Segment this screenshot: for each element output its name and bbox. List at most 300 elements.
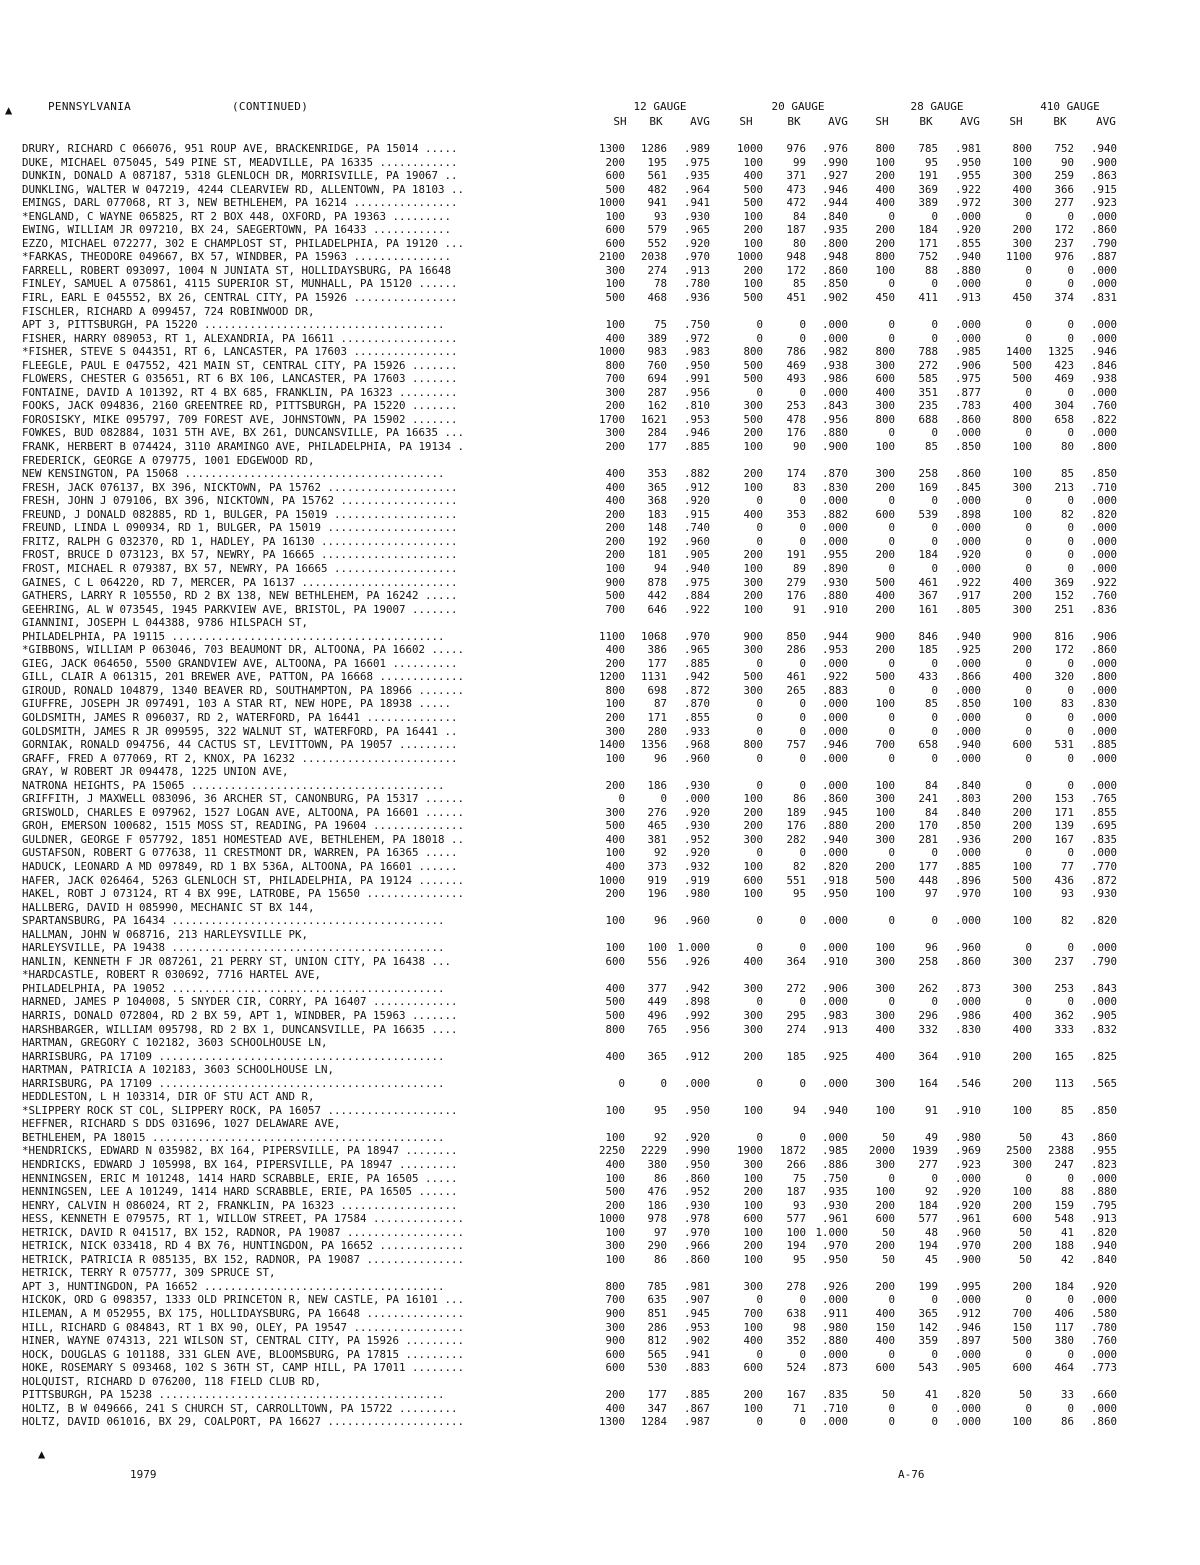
cell-sh-20: 200 bbox=[743, 1049, 763, 1063]
cell-sh-12: 500 bbox=[605, 1009, 625, 1022]
cell-bk-28: 364 bbox=[918, 1049, 938, 1063]
cell-avg-20: .913 bbox=[821, 1022, 848, 1036]
cell-sh-20: 100 bbox=[743, 440, 763, 454]
cell-avg-12: .922 bbox=[683, 602, 710, 616]
table-row bbox=[0, 806, 1200, 820]
cell-bk-410: 85 bbox=[1060, 467, 1074, 481]
cell-avg-410: .660 bbox=[1090, 1388, 1117, 1402]
shooter-entry: FARRELL, ROBERT 093097, 1004 N JUNIATA ST, HOLLIDAYSBURG, PA 16648 bbox=[22, 263, 452, 277]
cell-sh-12: 100 bbox=[605, 209, 625, 223]
shooter-entry: GIANNINI, JOSEPH L 044388, 9786 HILSPACH ST, bbox=[22, 616, 309, 630]
shooter-entry: SPARTANSBURG, PA 16434 .......................................... bbox=[22, 914, 445, 928]
cell-bk-28: 539 bbox=[918, 507, 938, 521]
cell-sh-20: 200 bbox=[743, 1185, 763, 1199]
cell-sh-12: 500 bbox=[605, 819, 625, 833]
table-row bbox=[0, 1131, 1200, 1145]
table-row bbox=[0, 968, 1200, 982]
cell-bk-20: 638 bbox=[786, 1307, 806, 1321]
table-row bbox=[0, 901, 1200, 915]
cell-sh-28: 200 bbox=[875, 169, 895, 183]
cell-bk-20: 191 bbox=[786, 548, 806, 562]
cell-avg-28: .850 bbox=[954, 440, 981, 454]
cell-sh-410: 700 bbox=[1012, 1307, 1032, 1321]
cell-avg-410: .000 bbox=[1090, 277, 1117, 291]
cell-avg-410: .923 bbox=[1090, 196, 1117, 210]
cell-bk-28: 0 bbox=[931, 656, 938, 670]
table-row bbox=[0, 1050, 1200, 1064]
cell-bk-410: 82 bbox=[1060, 914, 1074, 928]
shooter-entry: HAFER, JACK 026464, 5263 GLENLOCH ST, PHILADELPHIA, PA 19124 ....... bbox=[22, 873, 465, 887]
cell-avg-28: .000 bbox=[954, 1401, 981, 1415]
cell-avg-410: .000 bbox=[1090, 751, 1117, 765]
cell-bk-20: 0 bbox=[799, 778, 806, 792]
cell-sh-20: 500 bbox=[743, 291, 763, 305]
cell-sh-12: 200 bbox=[605, 548, 625, 562]
cell-sh-12: 600 bbox=[605, 954, 625, 968]
cell-sh-410: 0 bbox=[1025, 1347, 1032, 1361]
cell-bk-28: 433 bbox=[918, 670, 938, 684]
cell-bk-28: 0 bbox=[931, 1347, 938, 1361]
cell-bk-12: 177 bbox=[647, 440, 667, 454]
cell-sh-28: 400 bbox=[875, 1334, 895, 1348]
cell-sh-12: 400 bbox=[605, 480, 625, 494]
cell-bk-28: 296 bbox=[918, 1009, 938, 1022]
cell-avg-410: .000 bbox=[1090, 656, 1117, 670]
cell-avg-28: .885 bbox=[954, 859, 981, 873]
cell-sh-20: 100 bbox=[743, 561, 763, 575]
cell-avg-28: .900 bbox=[954, 1252, 981, 1266]
cell-avg-12: .870 bbox=[683, 697, 710, 711]
cell-bk-410: 171 bbox=[1054, 805, 1074, 819]
cell-bk-410: 2388 bbox=[1047, 1144, 1074, 1158]
cell-avg-20: .800 bbox=[821, 236, 848, 250]
cell-sh-410: 300 bbox=[1012, 169, 1032, 183]
cell-sh-20: 200 bbox=[743, 223, 763, 237]
cell-bk-28: 0 bbox=[931, 331, 938, 345]
shooter-entry: GIEG, JACK 064650, 5500 GRANDVIEW AVE, ALTOONA, PA 16601 .......... bbox=[22, 656, 458, 670]
cell-sh-410: 200 bbox=[1012, 832, 1032, 846]
cell-avg-410: .000 bbox=[1090, 683, 1117, 697]
table-row bbox=[0, 345, 1200, 359]
cell-avg-28: .917 bbox=[954, 589, 981, 603]
cell-avg-410: .820 bbox=[1090, 507, 1117, 521]
cell-bk-410: 82 bbox=[1060, 507, 1074, 521]
cell-avg-410: .000 bbox=[1090, 778, 1117, 792]
shooter-entry: GRAFF, FRED A 077069, RT 2, KNOX, PA 16232 ........................ bbox=[22, 751, 458, 765]
cell-sh-20: 500 bbox=[743, 196, 763, 210]
cell-sh-410: 0 bbox=[1025, 385, 1032, 399]
cell-sh-20: 200 bbox=[743, 263, 763, 277]
cell-sh-28: 600 bbox=[875, 1361, 895, 1375]
cell-avg-20: .944 bbox=[821, 196, 848, 210]
shooter-entry: GOLDSMITH, JAMES R 096037, RD 2, WATERFORD, PA 16441 .............. bbox=[22, 710, 458, 724]
cell-avg-12: .915 bbox=[683, 507, 710, 521]
cell-avg-12: .950 bbox=[683, 1158, 710, 1172]
cell-bk-410: 85 bbox=[1060, 1103, 1074, 1117]
cell-bk-20: 0 bbox=[799, 385, 806, 399]
shooter-entry: FOOKS, JACK 094836, 2160 GREENTREE RD, PITTSBURGH, PA 15220 ....... bbox=[22, 399, 458, 413]
cell-bk-410: 469 bbox=[1054, 372, 1074, 386]
shooter-entry: APT 3, PITTSBURGH, PA 15220 ..................................... bbox=[22, 318, 445, 332]
cell-bk-12: 694 bbox=[647, 372, 667, 386]
cell-avg-410: .820 bbox=[1090, 914, 1117, 928]
shooter-entry: HILL, RICHARD G 084843, RT 1 BX 90, OLEY, PA 19547 ................. bbox=[22, 1320, 465, 1334]
cell-sh-20: 300 bbox=[743, 399, 763, 413]
cell-bk-12: 92 bbox=[653, 1130, 667, 1144]
cell-avg-28: .000 bbox=[954, 277, 981, 291]
cell-sh-28: 800 bbox=[875, 142, 895, 155]
cell-bk-28: 359 bbox=[918, 1334, 938, 1348]
cell-avg-20: .000 bbox=[821, 697, 848, 711]
cell-bk-28: 169 bbox=[918, 480, 938, 494]
cell-sh-410: 100 bbox=[1012, 697, 1032, 711]
cell-bk-28: 658 bbox=[918, 738, 938, 752]
shooter-entry: EZZO, MICHAEL 072277, 302 E CHAMPLOST ST, PHILADELPHIA, PA 19120 ... bbox=[22, 236, 465, 250]
cell-sh-12: 500 bbox=[605, 291, 625, 305]
cell-bk-20: 473 bbox=[786, 182, 806, 196]
cell-bk-12: 635 bbox=[647, 1293, 667, 1307]
cell-avg-12: .940 bbox=[683, 561, 710, 575]
cell-avg-28: .866 bbox=[954, 670, 981, 684]
cell-avg-410: .831 bbox=[1090, 291, 1117, 305]
cell-bk-12: 377 bbox=[647, 981, 667, 995]
cell-bk-410: 139 bbox=[1054, 819, 1074, 833]
cell-sh-12: 200 bbox=[605, 778, 625, 792]
cell-bk-28: 161 bbox=[918, 602, 938, 616]
cell-avg-20: .000 bbox=[821, 751, 848, 765]
cell-avg-410: .000 bbox=[1090, 263, 1117, 277]
cell-avg-12: .960 bbox=[683, 534, 710, 548]
cell-avg-410: .790 bbox=[1090, 954, 1117, 968]
cell-sh-28: 100 bbox=[875, 941, 895, 955]
cell-sh-20: 200 bbox=[743, 548, 763, 562]
cell-bk-410: 42 bbox=[1060, 1252, 1074, 1266]
cell-bk-410: 0 bbox=[1067, 656, 1074, 670]
cell-bk-410: 423 bbox=[1054, 358, 1074, 372]
table-row bbox=[0, 250, 1200, 264]
cell-sh-410: 500 bbox=[1012, 358, 1032, 372]
cell-sh-12: 100 bbox=[605, 277, 625, 291]
cell-sh-410: 150 bbox=[1012, 1320, 1032, 1334]
cell-bk-12: 95 bbox=[653, 1103, 667, 1117]
cell-bk-20: 0 bbox=[799, 1293, 806, 1307]
cell-bk-410: 277 bbox=[1054, 196, 1074, 210]
col-header-sh: SH bbox=[613, 115, 627, 128]
cell-avg-20: .000 bbox=[821, 995, 848, 1009]
cell-bk-410: 0 bbox=[1067, 1401, 1074, 1415]
cell-sh-12: 100 bbox=[605, 561, 625, 575]
cell-bk-12: 785 bbox=[647, 1279, 667, 1293]
cell-sh-12: 200 bbox=[605, 887, 625, 901]
table-row bbox=[0, 1402, 1200, 1416]
cell-bk-20: 93 bbox=[792, 1198, 806, 1212]
shooter-entry: GATHERS, LARRY R 105550, RD 2 BX 138, NEW BETHLEHEM, PA 16242 ..... bbox=[22, 589, 458, 603]
cell-bk-28: 191 bbox=[918, 169, 938, 183]
table-row bbox=[0, 142, 1200, 156]
cell-avg-12: .907 bbox=[683, 1293, 710, 1307]
footer-year: 1979 bbox=[130, 1468, 157, 1481]
cell-sh-28: 100 bbox=[875, 887, 895, 901]
cell-avg-28: .803 bbox=[954, 792, 981, 806]
cell-bk-12: 565 bbox=[647, 1347, 667, 1361]
cell-avg-20: .927 bbox=[821, 169, 848, 183]
cell-bk-28: 45 bbox=[924, 1252, 938, 1266]
cell-avg-20: .000 bbox=[821, 1076, 848, 1090]
cell-bk-12: 162 bbox=[647, 399, 667, 413]
cell-bk-410: 188 bbox=[1054, 1239, 1074, 1253]
cell-sh-20: 0 bbox=[756, 534, 763, 548]
cell-sh-410: 50 bbox=[1018, 1130, 1032, 1144]
cell-sh-410: 0 bbox=[1025, 751, 1032, 765]
cell-sh-20: 300 bbox=[743, 683, 763, 697]
cell-avg-28: .880 bbox=[954, 263, 981, 277]
cell-bk-12: 347 bbox=[647, 1401, 667, 1415]
cell-bk-20: 352 bbox=[786, 1334, 806, 1348]
cell-avg-12: .946 bbox=[683, 426, 710, 440]
cell-sh-410: 200 bbox=[1012, 223, 1032, 237]
shooter-entry: FOROSISKY, MIKE 095797, 709 FOREST AVE, JOHNSTOWN, PA 15902 ....... bbox=[22, 412, 458, 426]
cell-avg-12: .991 bbox=[683, 372, 710, 386]
cell-bk-410: 83 bbox=[1060, 697, 1074, 711]
cell-sh-20: 0 bbox=[756, 1076, 763, 1090]
cell-sh-410: 300 bbox=[1012, 236, 1032, 250]
cell-sh-12: 700 bbox=[605, 602, 625, 616]
table-row bbox=[0, 1375, 1200, 1389]
cell-sh-410: 0 bbox=[1025, 683, 1032, 697]
cell-bk-410: 0 bbox=[1067, 534, 1074, 548]
shooter-entry: FREDERICK, GEORGE A 079775, 1001 EDGEWOOD RD, bbox=[22, 453, 315, 467]
cell-bk-20: 0 bbox=[799, 914, 806, 928]
cell-bk-410: 117 bbox=[1054, 1320, 1074, 1334]
cell-bk-12: 530 bbox=[647, 1361, 667, 1375]
cell-avg-20: .935 bbox=[821, 1185, 848, 1199]
cell-bk-28: 185 bbox=[918, 643, 938, 657]
cell-avg-20: .873 bbox=[821, 1361, 848, 1375]
shooter-entry: HARNED, JAMES P 104008, 5 SNYDER CIR, CORRY, PA 16407 ............. bbox=[22, 995, 458, 1009]
cell-sh-28: 500 bbox=[875, 670, 895, 684]
cell-sh-28: 900 bbox=[875, 629, 895, 643]
gauge-20-heading: 20 GAUGE bbox=[771, 100, 825, 113]
cell-sh-410: 200 bbox=[1012, 1049, 1032, 1063]
cell-avg-410: .885 bbox=[1090, 738, 1117, 752]
cell-avg-12: .978 bbox=[683, 1212, 710, 1226]
cell-sh-12: 200 bbox=[605, 1388, 625, 1402]
cell-bk-12: 284 bbox=[647, 426, 667, 440]
cell-sh-28: 0 bbox=[888, 561, 895, 575]
cell-avg-410: .860 bbox=[1090, 1415, 1117, 1429]
cell-sh-410: 100 bbox=[1012, 887, 1032, 901]
cell-bk-20: 265 bbox=[786, 683, 806, 697]
cell-sh-410: 200 bbox=[1012, 1279, 1032, 1293]
cell-bk-12: 0 bbox=[660, 792, 667, 806]
cell-bk-410: 77 bbox=[1060, 859, 1074, 873]
cell-avg-410: .822 bbox=[1090, 412, 1117, 426]
cell-bk-20: 295 bbox=[786, 1009, 806, 1022]
shooter-entry: GUSTAFSON, ROBERT G 077638, 11 CRESTMONT DR, WARREN, PA 16365 ..... bbox=[22, 846, 458, 860]
cell-sh-410: 2500 bbox=[1005, 1144, 1032, 1158]
cell-sh-12: 500 bbox=[605, 1185, 625, 1199]
cell-avg-20: .990 bbox=[821, 155, 848, 169]
cell-sh-20: 100 bbox=[743, 155, 763, 169]
cell-bk-28: 0 bbox=[931, 1293, 938, 1307]
cell-avg-28: .961 bbox=[954, 1212, 981, 1226]
cell-sh-12: 800 bbox=[605, 358, 625, 372]
shooter-entry: HICKOK, ORD G 098357, 1333 OLD PRINCETON R, NEW CASTLE, PA 16101 ... bbox=[22, 1293, 465, 1307]
cell-avg-20: .890 bbox=[821, 561, 848, 575]
cell-bk-28: 0 bbox=[931, 521, 938, 535]
cell-avg-20: .910 bbox=[821, 602, 848, 616]
cell-avg-28: .860 bbox=[954, 954, 981, 968]
cell-bk-410: 172 bbox=[1054, 643, 1074, 657]
cell-avg-20: 1.000 bbox=[815, 1225, 848, 1239]
table-row bbox=[0, 426, 1200, 440]
cell-bk-410: 531 bbox=[1054, 738, 1074, 752]
cell-sh-28: 0 bbox=[888, 494, 895, 508]
cell-avg-12: .965 bbox=[683, 223, 710, 237]
cell-bk-20: 85 bbox=[792, 277, 806, 291]
shooter-entry: FIRL, EARL E 045552, BX 26, CENTRAL CITY, PA 15926 ................ bbox=[22, 291, 458, 305]
cell-sh-410: 100 bbox=[1012, 1415, 1032, 1429]
cell-bk-410: 253 bbox=[1054, 981, 1074, 995]
cell-avg-28: .000 bbox=[954, 521, 981, 535]
cell-avg-28: .905 bbox=[954, 1361, 981, 1375]
shooter-entry: HANLIN, KENNETH F JR 087261, 21 PERRY ST, UNION CITY, PA 16438 ... bbox=[22, 954, 452, 968]
cell-sh-12: 100 bbox=[605, 1252, 625, 1266]
cell-sh-12: 800 bbox=[605, 1022, 625, 1036]
cell-sh-28: 50 bbox=[881, 1388, 895, 1402]
cell-avg-12: .930 bbox=[683, 819, 710, 833]
cell-bk-410: 0 bbox=[1067, 778, 1074, 792]
shooter-entry: FRITZ, RALPH G 032370, RD 1, HADLEY, PA 16130 ..................... bbox=[22, 534, 458, 548]
cell-avg-410: .000 bbox=[1090, 385, 1117, 399]
cell-avg-28: .000 bbox=[954, 1415, 981, 1429]
cell-bk-410: 406 bbox=[1054, 1307, 1074, 1321]
cell-sh-12: 800 bbox=[605, 683, 625, 697]
col-header-bk: BK bbox=[649, 115, 663, 128]
table-row bbox=[0, 779, 1200, 793]
cell-bk-410: 0 bbox=[1067, 724, 1074, 738]
cell-avg-410: .000 bbox=[1090, 494, 1117, 508]
cell-avg-20: .922 bbox=[821, 670, 848, 684]
shooter-entry: DUKE, MICHAEL 075045, 549 PINE ST, MEADVILLE, PA 16335 ............ bbox=[22, 155, 458, 169]
cell-bk-20: 86 bbox=[792, 792, 806, 806]
cell-sh-28: 200 bbox=[875, 236, 895, 250]
cell-sh-28: 100 bbox=[875, 1103, 895, 1117]
cell-avg-12: .941 bbox=[683, 1347, 710, 1361]
cell-bk-12: 368 bbox=[647, 494, 667, 508]
cell-bk-20: 189 bbox=[786, 805, 806, 819]
cell-sh-410: 300 bbox=[1012, 480, 1032, 494]
cell-avg-410: .773 bbox=[1090, 1361, 1117, 1375]
cell-sh-20: 200 bbox=[743, 805, 763, 819]
shooter-entry: HEDDLESTON, L H 103314, DIR OF STU ACT AND R, bbox=[22, 1090, 315, 1104]
cell-avg-20: .910 bbox=[821, 954, 848, 968]
table-row bbox=[0, 1293, 1200, 1307]
table-row bbox=[0, 603, 1200, 617]
cell-sh-12: 1000 bbox=[598, 1212, 625, 1226]
cell-avg-410: .000 bbox=[1090, 846, 1117, 860]
cell-sh-20: 0 bbox=[756, 331, 763, 345]
cell-bk-12: 442 bbox=[647, 589, 667, 603]
cell-bk-410: 0 bbox=[1067, 548, 1074, 562]
cell-bk-28: 170 bbox=[918, 819, 938, 833]
cell-avg-28: .877 bbox=[954, 385, 981, 399]
cell-bk-12: 177 bbox=[647, 1388, 667, 1402]
cell-bk-410: 0 bbox=[1067, 1347, 1074, 1361]
state-heading: PENNSYLVANIA bbox=[48, 100, 132, 113]
shooter-entry: BETHLEHEM, PA 18015 ............................................. bbox=[22, 1130, 445, 1144]
cell-bk-28: 461 bbox=[918, 575, 938, 589]
cell-bk-410: 90 bbox=[1060, 155, 1074, 169]
cell-bk-12: 353 bbox=[647, 467, 667, 481]
cell-sh-410: 100 bbox=[1012, 507, 1032, 521]
cell-bk-12: 97 bbox=[653, 1225, 667, 1239]
shooter-entry: *HARDCASTLE, ROBERT R 030692, 7716 HARTEL AVE, bbox=[22, 968, 322, 982]
cell-avg-12: .920 bbox=[683, 805, 710, 819]
cell-avg-28: .000 bbox=[954, 846, 981, 860]
cell-avg-20: .900 bbox=[821, 440, 848, 454]
cell-sh-28: 0 bbox=[888, 914, 895, 928]
cell-avg-12: .898 bbox=[683, 995, 710, 1009]
cell-sh-410: 500 bbox=[1012, 1334, 1032, 1348]
table-row bbox=[0, 670, 1200, 684]
cell-bk-12: 476 bbox=[647, 1185, 667, 1199]
cell-bk-20: 176 bbox=[786, 819, 806, 833]
cell-bk-12: 468 bbox=[647, 291, 667, 305]
cell-bk-12: 75 bbox=[653, 318, 667, 332]
cell-bk-20: 0 bbox=[799, 941, 806, 955]
cell-sh-28: 600 bbox=[875, 507, 895, 521]
cell-avg-12: .860 bbox=[683, 1171, 710, 1185]
cell-bk-12: 941 bbox=[647, 196, 667, 210]
cell-avg-28: .922 bbox=[954, 182, 981, 196]
cell-avg-410: .000 bbox=[1090, 209, 1117, 223]
cell-bk-12: 94 bbox=[653, 561, 667, 575]
cell-sh-410: 400 bbox=[1012, 182, 1032, 196]
cell-bk-20: 84 bbox=[792, 209, 806, 223]
cell-bk-12: 96 bbox=[653, 914, 667, 928]
shooter-entry: *FISHER, STEVE S 044351, RT 6, LANCASTER, PA 17603 ................ bbox=[22, 345, 458, 359]
table-row bbox=[0, 860, 1200, 874]
table-row bbox=[0, 535, 1200, 549]
cell-bk-12: 86 bbox=[653, 1252, 667, 1266]
cell-sh-20: 100 bbox=[743, 602, 763, 616]
cell-bk-28: 85 bbox=[924, 440, 938, 454]
cell-bk-410: 658 bbox=[1054, 412, 1074, 426]
shooter-entry: GRIFFITH, J MAXWELL 083096, 36 ARCHER ST, CANONBURG, PA 15317 ...... bbox=[22, 792, 465, 806]
cell-sh-28: 200 bbox=[875, 480, 895, 494]
cell-avg-28: .546 bbox=[954, 1076, 981, 1090]
cell-bk-410: 0 bbox=[1067, 209, 1074, 223]
cell-bk-12: 646 bbox=[647, 602, 667, 616]
cell-avg-12: .926 bbox=[683, 954, 710, 968]
cell-bk-28: 0 bbox=[931, 561, 938, 575]
cell-sh-410: 0 bbox=[1025, 521, 1032, 535]
cell-avg-410: .000 bbox=[1090, 521, 1117, 535]
cell-avg-410: .913 bbox=[1090, 1212, 1117, 1226]
cell-sh-12: 600 bbox=[605, 169, 625, 183]
cell-sh-20: 0 bbox=[756, 494, 763, 508]
cell-bk-12: 1284 bbox=[640, 1415, 667, 1429]
cell-avg-20: .945 bbox=[821, 805, 848, 819]
shooter-entry: *FARKAS, THEODORE 049667, BX 57, WINDBER, PA 15963 ............... bbox=[22, 250, 452, 264]
cell-sh-28: 100 bbox=[875, 263, 895, 277]
cell-bk-12: 373 bbox=[647, 859, 667, 873]
cell-avg-28: .000 bbox=[954, 1347, 981, 1361]
cell-bk-12: 192 bbox=[647, 534, 667, 548]
cell-avg-20: .843 bbox=[821, 399, 848, 413]
shooter-entry: HARRISBURG, PA 17109 ............................................ bbox=[22, 1049, 445, 1063]
